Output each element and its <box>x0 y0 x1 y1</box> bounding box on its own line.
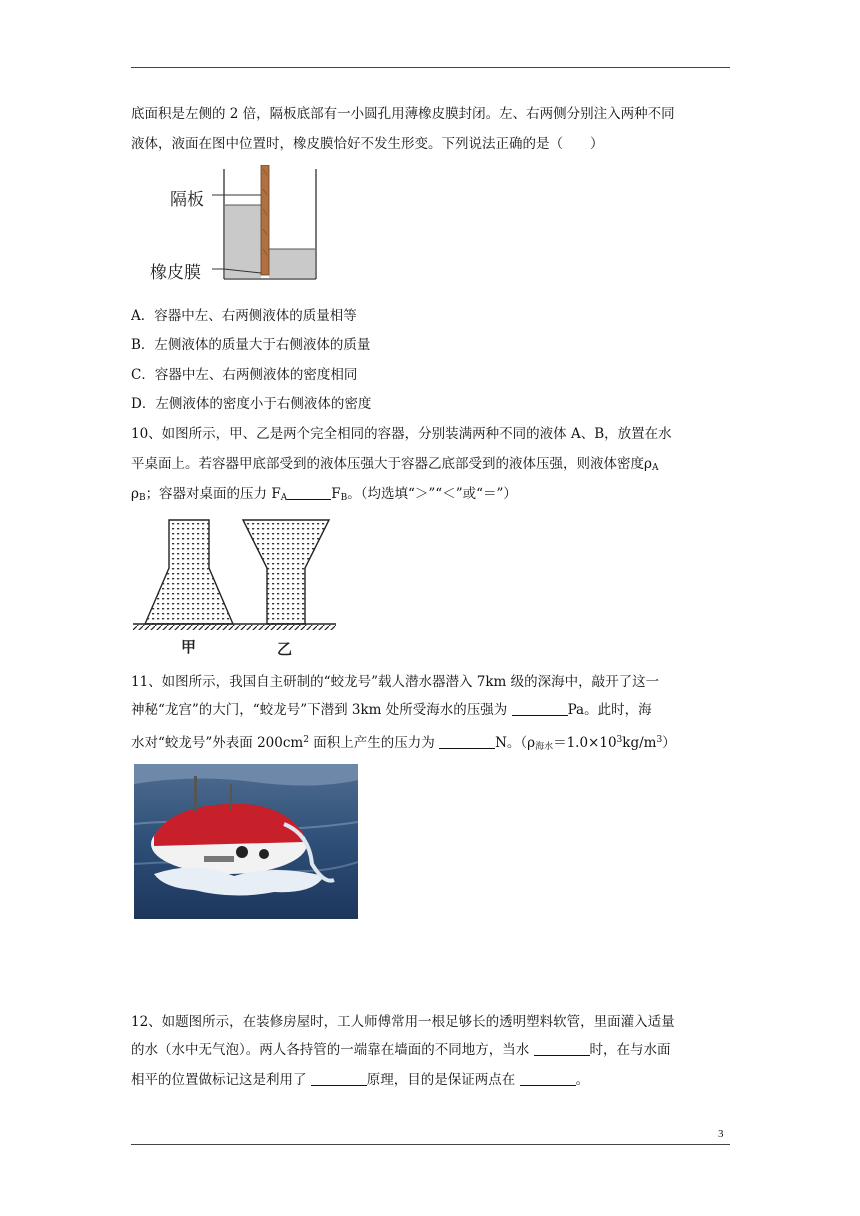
q10-figure-label-jia: 甲 <box>181 638 197 656</box>
q10-instruction: 。（均选填“＞”“＜”或“＝”） <box>347 486 517 502</box>
q12-text-line3 <box>131 1070 589 1090</box>
q11-text-line1: 11、如图所示，我国自主研制的“蛟龙号”载人潜水器潜入 7km 级的深海中，敲开了这一 <box>131 674 660 690</box>
q11-line3-c: N。（ρ <box>495 735 536 751</box>
q11-line3-d: ＝1.0×10 <box>553 735 617 751</box>
q10-figure-containers-diagram <box>131 512 341 660</box>
q9-text-line1: 底面积是左侧的 2 倍，隔板底部有一小圆孔用薄橡皮膜封闭。左、右两侧分别注入两种不同 <box>131 106 675 122</box>
q12-blank-water[interactable] <box>534 1041 590 1056</box>
q9-option-a: A．容器中左、右两侧液体的质量相等 <box>131 308 357 324</box>
q11-blank-force[interactable] <box>439 734 495 749</box>
q11-text-line2 <box>131 700 652 720</box>
q10-text-line3 <box>131 484 517 508</box>
q10-rho-a-sub: A <box>651 463 659 473</box>
q10-blank-force[interactable] <box>287 485 331 500</box>
q10-rho-b: ρ <box>131 486 139 502</box>
q12-text-line2 <box>131 1040 671 1060</box>
container-jia <box>145 520 233 624</box>
q11-cm2-sup: 2 <box>303 735 309 745</box>
q12-line3-b: 原理，目的是保证两点在 <box>366 1072 520 1088</box>
q11-line3-f: ） <box>662 735 676 751</box>
q10-figure-label-yi: 乙 <box>277 640 293 658</box>
q12-line3-c: 。 <box>575 1072 590 1088</box>
q12-line2-b: 时，在与水面 <box>589 1042 671 1058</box>
q10-fb-sub: B <box>340 493 348 503</box>
page-number: 3 <box>718 1128 724 1140</box>
q12-text-line1: 12、如题图所示，在装修房屋时，工人师傅常用一根足够长的透明塑料软管，里面灌入适量 <box>131 1014 675 1030</box>
q11-line3-e: kg/m <box>622 735 657 751</box>
q12-blank-principle[interactable] <box>311 1071 367 1086</box>
q9-text-line2: 液体，液面在图中位置时，橡皮膜恰好不发生形变。下列说法正确的是（ ） <box>131 136 604 152</box>
q12-line3-a: 相平的位置做标记这是利用了 <box>131 1072 311 1088</box>
q10-text-line1: 10、如图所示，甲、乙是两个完全相同的容器，分别装满两种不同的液体 A、B，放置在水 <box>131 426 672 442</box>
q10-fa-sub: A <box>280 493 288 503</box>
q11-line2-unit: Pa。此时，海 <box>567 702 652 718</box>
q10-force-text: ；容器对桌面的压力 F <box>145 486 281 502</box>
header-rule <box>131 67 730 68</box>
q11-line3-a: 水对“蛟龙号”外表面 200cm <box>131 735 304 751</box>
footer-rule <box>131 1144 730 1145</box>
q11-text-line3 <box>131 730 676 757</box>
q12-blank-purpose[interactable] <box>520 1071 576 1086</box>
q11-line3-b: 面积上产生的压力为 <box>308 735 440 751</box>
q9-option-c: C．容器中左、右两侧液体的密度相同 <box>131 367 358 383</box>
q11-submersible-photo <box>134 764 358 919</box>
q9-option-d: D．左侧液体的密度小于右侧液体的密度 <box>131 396 372 412</box>
q10-line2-text: 平桌面上。若容器甲底部受到的液体压强大于容器乙底部受到的液体压强，则液体密度ρ <box>131 456 652 472</box>
q11-line2-text: 神秘“龙宫”的大门，“蛟龙号”下潜到 3km 处所受海水的压强为 <box>131 702 512 718</box>
q10-rho-b-sub: B <box>138 493 146 503</box>
container-yi <box>243 520 329 624</box>
q10-text-line2 <box>131 454 658 478</box>
q9-figure-container-diagram <box>140 165 330 285</box>
q9-option-b: B．左侧液体的质量大于右侧液体的质量 <box>131 337 371 353</box>
q12-line2-a: 的水（水中无气泡）。两人各持管的一端靠在墙面的不同地方，当水 <box>131 1042 534 1058</box>
q10-fb: F <box>331 486 341 502</box>
q9-figure-label-partition: 隔板 <box>170 190 204 210</box>
q11-exp-sup: 3 <box>616 735 623 745</box>
q9-figure-label-membrane: 橡皮膜 <box>150 263 201 283</box>
q11-m3-sup: 3 <box>656 735 663 745</box>
q11-rho-sub: 海水 <box>535 742 554 752</box>
q11-blank-pressure[interactable] <box>512 701 568 716</box>
